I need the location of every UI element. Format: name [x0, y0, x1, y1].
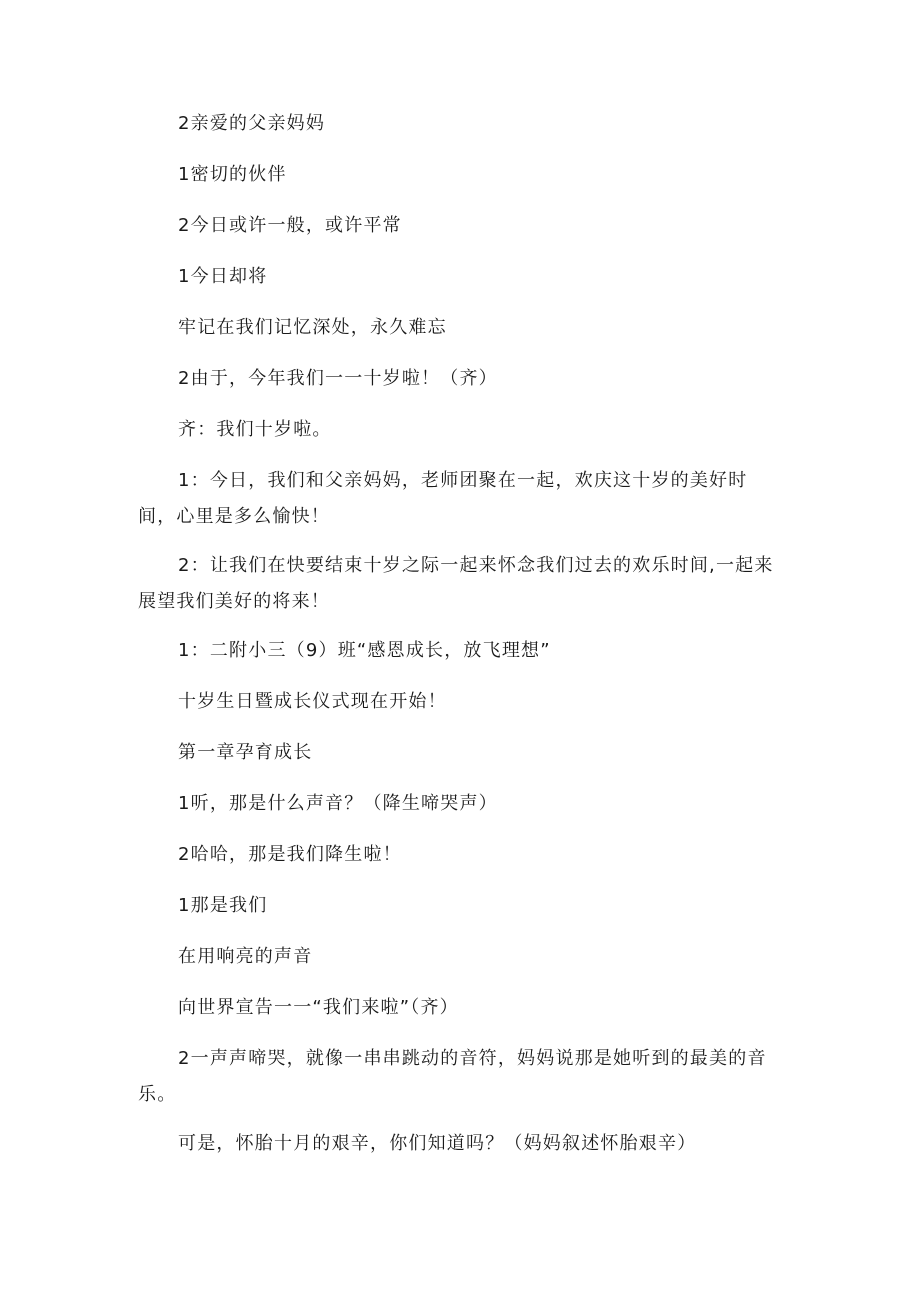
paragraph: 1今日却将: [178, 266, 268, 287]
paragraph: 2一声声啼哭，就像一串串跳动的音符，妈妈说那是她听到的最美的音乐。: [138, 1048, 767, 1105]
paragraph: 1：今日，我们和父亲妈妈，老师团聚在一起，欢庆这十岁的美好时间，心里是多么愉快！: [138, 470, 748, 527]
paragraph: 2亲爱的父亲妈妈: [178, 113, 326, 134]
paragraph: 1那是我们: [178, 895, 268, 916]
paragraph: 1听，那是什么声音？（降生啼哭声）: [178, 793, 498, 814]
paragraph: 在用响亮的声音: [178, 946, 313, 967]
paragraph: 2由于，今年我们一一十岁啦！（齐）: [178, 368, 498, 389]
paragraph: 2今日或许一般，或许平常: [178, 215, 402, 236]
paragraph: 可是，怀胎十月的艰辛，你们知道吗？（妈妈叙述怀胎艰辛）: [178, 1133, 697, 1154]
paragraph: 1：二附小三（9）班“感恩成长，放飞理想”: [178, 640, 551, 661]
paragraph: 向世界宣告一一“我们来啦”（齐）: [178, 997, 459, 1018]
paragraph: 1密切的伙伴: [178, 164, 287, 185]
paragraph: 齐：我们十岁啦。: [178, 419, 332, 440]
paragraph: 十岁生日暨成长仪式现在开始！: [178, 691, 447, 712]
paragraph: 2：让我们在快要结束十岁之际一起来怀念我们过去的欢乐时间,一起来展望我们美好的将来！: [138, 555, 774, 612]
paragraph: 2哈哈，那是我们降生啦！: [178, 844, 402, 865]
paragraph: 第一章孕育成长: [178, 742, 313, 763]
paragraph: 牢记在我们记忆深处，永久难忘: [178, 317, 447, 338]
